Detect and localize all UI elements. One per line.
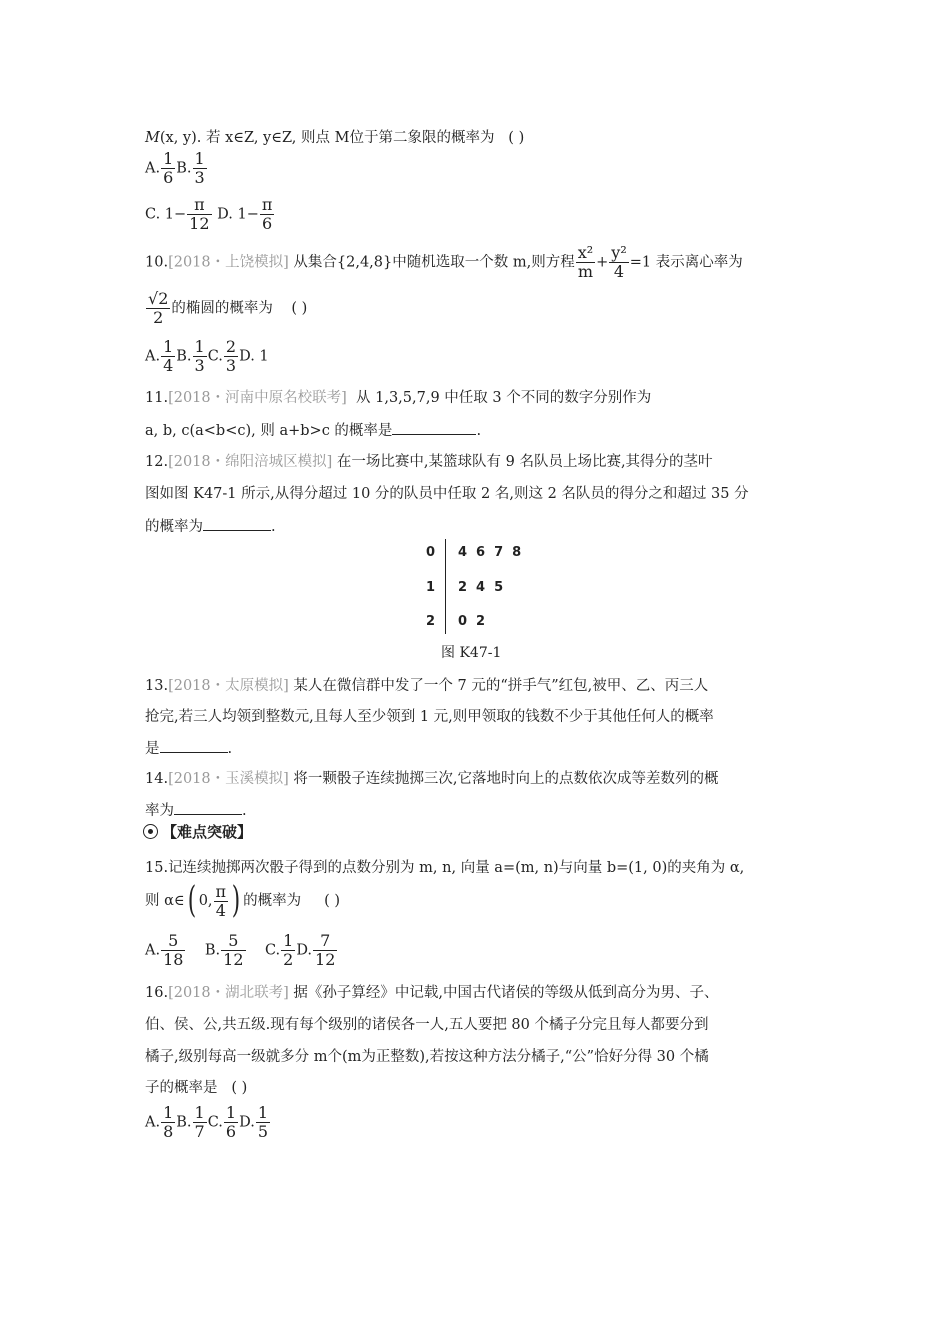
q12-text: 在一场比赛中,某篮球队有 9 名队员上场比赛,其得分的茎叶 [336, 454, 713, 470]
denominator: 2 [146, 308, 170, 327]
denominator: 12 [189, 214, 210, 233]
q16-option-a-frac [161, 1104, 175, 1141]
q9-option-a-frac [161, 150, 175, 187]
denominator: 6 [225, 1122, 237, 1141]
q15-option-c-frac [281, 932, 295, 969]
q10-eccentricity-frac [146, 290, 170, 327]
q9-option-c-frac [187, 196, 211, 233]
numerator: x² [577, 243, 594, 262]
q16-options [145, 1104, 271, 1141]
numerator: π [215, 881, 227, 901]
q16-stem-cont [145, 1015, 709, 1035]
denominator: 4 [609, 262, 628, 281]
denominator: m [576, 262, 595, 281]
q10-text: 从集合{2,4,8}中随机选取一个数 m,则方程 [293, 254, 575, 271]
leaf-values: 4678 [458, 545, 531, 560]
q14-end: . [242, 803, 247, 819]
q10-equation-rest: =1 表示离心率为 [629, 254, 743, 271]
q15-option-c-label: C. [264, 942, 281, 959]
q14-stem-cont [145, 800, 247, 821]
q15-option-a-label: A. [145, 942, 161, 959]
q16-option-b-frac [193, 1104, 207, 1141]
q10-plus: + [596, 254, 609, 271]
stem-value: 0 [426, 545, 436, 560]
q16-stem [145, 983, 719, 1003]
q15-post: 的概率为 [243, 893, 302, 909]
q11-source: [2018・河南中原名校联考] [168, 390, 347, 406]
numerator: 1 [283, 931, 294, 950]
q13-source: [2018・太原模拟] [168, 678, 289, 694]
q14-number: 14. [145, 771, 169, 787]
target-icon [143, 824, 158, 839]
q15-number: 15. [145, 860, 169, 876]
q12-text-3: 的概率为 [145, 519, 203, 535]
right-paren-icon: ) [231, 880, 241, 921]
q14-source: [2018・玉溪模拟] [168, 771, 289, 787]
q12-source: [2018・绵阳涪城区模拟] [168, 454, 333, 470]
q12-number: 12. [145, 454, 169, 470]
q10-number: 10. [145, 254, 169, 271]
q15-option-d-frac [313, 932, 337, 969]
q15-stem-cont [145, 882, 340, 920]
q10-option-c-frac [224, 338, 238, 375]
q10-stem-cont [145, 290, 307, 327]
q9-answer-paren: ( ) [508, 130, 525, 146]
q11-text: 从 1,3,5,7,9 中任取 3 个不同的数字分别作为 [356, 390, 652, 406]
q10-x-frac [576, 244, 595, 281]
q9-option-d-label: D. 1− [217, 206, 259, 223]
q14-text-2: 率为 [145, 803, 174, 819]
q14-answer-blank [174, 800, 242, 815]
q15-text: 记连续抛掷两次骰子得到的点数分别为 m, n, 向量 a=(m, n)与向量 b=(1, 0)的夹角为 α, [168, 860, 745, 876]
numerator: π [261, 195, 273, 214]
q9-option-b-frac [193, 150, 207, 187]
q10-option-a-frac [161, 338, 175, 375]
q16-text: 据《孙子算经》中记载,中国古代诸侯的等级从低到高分为男、子、 [293, 985, 719, 1001]
denominator: 5 [257, 1122, 269, 1141]
section-header [143, 822, 252, 842]
q15-option-b-label: B. [204, 942, 221, 959]
q15-option-d-label: D. [296, 942, 313, 959]
q15-zero: 0, [198, 893, 213, 909]
q15-options [145, 932, 338, 969]
q14-text: 将一颗骰子连续抛掷三次,它落地时向上的点数依次成等差数列的概 [293, 771, 719, 787]
q11-stem-cont [145, 420, 481, 441]
numerator: π [194, 195, 205, 214]
stem-value: 1 [426, 580, 436, 595]
denominator: 4 [163, 356, 174, 375]
denominator: 12 [223, 950, 244, 969]
q10-option-d: D. 1 [239, 348, 269, 365]
q12-stem [145, 452, 713, 472]
q10-answer-paren: ( ) [291, 300, 308, 317]
q13-stem-cont [145, 707, 714, 727]
q16-answer-paren: ( ) [231, 1080, 248, 1096]
q16-stem-end [145, 1078, 247, 1098]
q15-pi-frac [214, 883, 229, 920]
q12-end: . [271, 519, 276, 535]
q11-stem [145, 388, 651, 408]
q9-options-cd [145, 196, 275, 233]
denominator: 3 [194, 356, 205, 375]
q13-text-3: 是 [145, 741, 160, 757]
denominator: 4 [214, 901, 229, 920]
q10-option-b-label: B. [176, 348, 192, 365]
numerator: √2 [148, 289, 169, 308]
denominator: 6 [163, 168, 174, 187]
q16-stem-cont-2 [145, 1047, 709, 1067]
q10-option-a-label: A. [145, 348, 161, 365]
q9-stem [145, 128, 524, 148]
denominator: 7 [194, 1122, 205, 1141]
denominator: 18 [163, 950, 184, 969]
q12-text-2: 图如图 K47-1 所示,从得分超过 10 分的队员中任取 2 名,则这 2 名队员的得分之和超过 35 分 [145, 486, 749, 502]
q13-end: . [227, 741, 233, 757]
numerator: 1 [194, 1103, 205, 1122]
q16-text-2: 伯、侯、公,共五级.现有每个级别的诸侯各一人,五人要把 80 个橘子分完且每人都要分到 [145, 1017, 709, 1033]
q16-text-4: 子的概率是 [145, 1080, 218, 1096]
leaf-values: 02 [458, 614, 495, 629]
q9-option-d-frac [260, 196, 275, 233]
q9-point-label: M [145, 130, 160, 146]
q15-stem [145, 858, 744, 878]
q16-option-d-label: D. [239, 1114, 255, 1131]
q13-answer-blank [160, 738, 228, 753]
q16-option-c-frac [224, 1104, 238, 1141]
q16-option-c-label: C. [207, 1114, 223, 1131]
numerator: 5 [168, 931, 179, 950]
numerator: 1 [163, 1103, 174, 1122]
q11-text-2: a, b, c(a<b<c), 则 a+b>c 的概率是 [145, 423, 393, 439]
numerator: 1 [194, 337, 205, 356]
numerator: 1 [257, 1103, 269, 1122]
q13-text: 某人在微信群中发了一个 7 元的“拼手气”红包,被甲、乙、丙三人 [293, 678, 709, 694]
q12-stem-end [145, 516, 276, 537]
q13-number: 13. [145, 678, 169, 694]
figure-caption: 图 K47-1 [441, 645, 502, 661]
q15-option-a-frac [161, 932, 185, 969]
q16-number: 16. [145, 985, 169, 1001]
numerator: 5 [228, 931, 239, 950]
q10-y-frac [609, 244, 628, 281]
q16-source: [2018・湖北联考] [168, 985, 289, 1001]
q16-option-a-label: A. [145, 1114, 161, 1131]
q9-stem-text: (x, y). 若 x∈Z, y∈Z, 则点 M位于第二象限的概率为 [159, 130, 495, 146]
q13-stem [145, 676, 708, 696]
stem-value: 2 [426, 614, 436, 629]
denominator: 6 [260, 214, 275, 233]
denominator: 2 [283, 950, 294, 969]
q13-stem-end [145, 738, 232, 759]
stem-leaf-plot [420, 537, 530, 637]
q10-source: [2018・上饶模拟] [168, 254, 289, 271]
q10-option-c-label: C. [207, 348, 223, 365]
numerator: 7 [320, 931, 331, 950]
q9-options-ab [145, 150, 208, 187]
q15-pre: 则 α∈ [145, 893, 185, 909]
numerator: 2 [225, 337, 237, 356]
q15-option-b-frac [221, 932, 245, 969]
stem-leaf-divider [445, 539, 446, 634]
q16-option-d-frac [256, 1104, 270, 1141]
numerator: 1 [163, 149, 174, 168]
q11-answer-blank [392, 420, 476, 435]
q12-stem-cont [145, 484, 749, 504]
q11-number: 11. [145, 390, 169, 406]
q10-options [145, 338, 269, 375]
q10-option-b-frac [193, 338, 207, 375]
q15-answer-paren: ( ) [324, 893, 341, 909]
numerator: 1 [225, 1103, 237, 1122]
q16-text-3: 橘子,级别每高一级就多分 m个(m为正整数),若按这种方法分橘子,“公”恰好分得 30 个橘 [145, 1049, 709, 1065]
q12-answer-blank [203, 516, 271, 531]
q10-text-2: 的椭圆的概率为 [171, 300, 273, 317]
denominator: 3 [225, 356, 237, 375]
section-title: 【难点突破】 [162, 823, 253, 841]
left-paren-icon: ( [187, 880, 196, 921]
q10-stem [145, 244, 743, 281]
leaf-values: 245 [458, 580, 513, 595]
q9-option-b-label: B. [176, 160, 192, 177]
q13-text-2: 抢完,若三人均领到整数元,且每人至少领到 1 元,则甲领取的钱数不少于其他任何人的概率 [145, 709, 714, 725]
q11-end: . [476, 423, 482, 439]
numerator: 1 [194, 149, 205, 168]
numerator: 1 [163, 337, 174, 356]
numerator: y² [611, 243, 627, 262]
q16-option-b-label: B. [176, 1114, 192, 1131]
denominator: 8 [163, 1122, 174, 1141]
denominator: 3 [194, 168, 205, 187]
q9-option-a-label: A. [145, 160, 161, 177]
denominator: 12 [315, 950, 336, 969]
q14-stem [145, 769, 719, 789]
q9-option-c-label: C. 1− [145, 206, 187, 223]
